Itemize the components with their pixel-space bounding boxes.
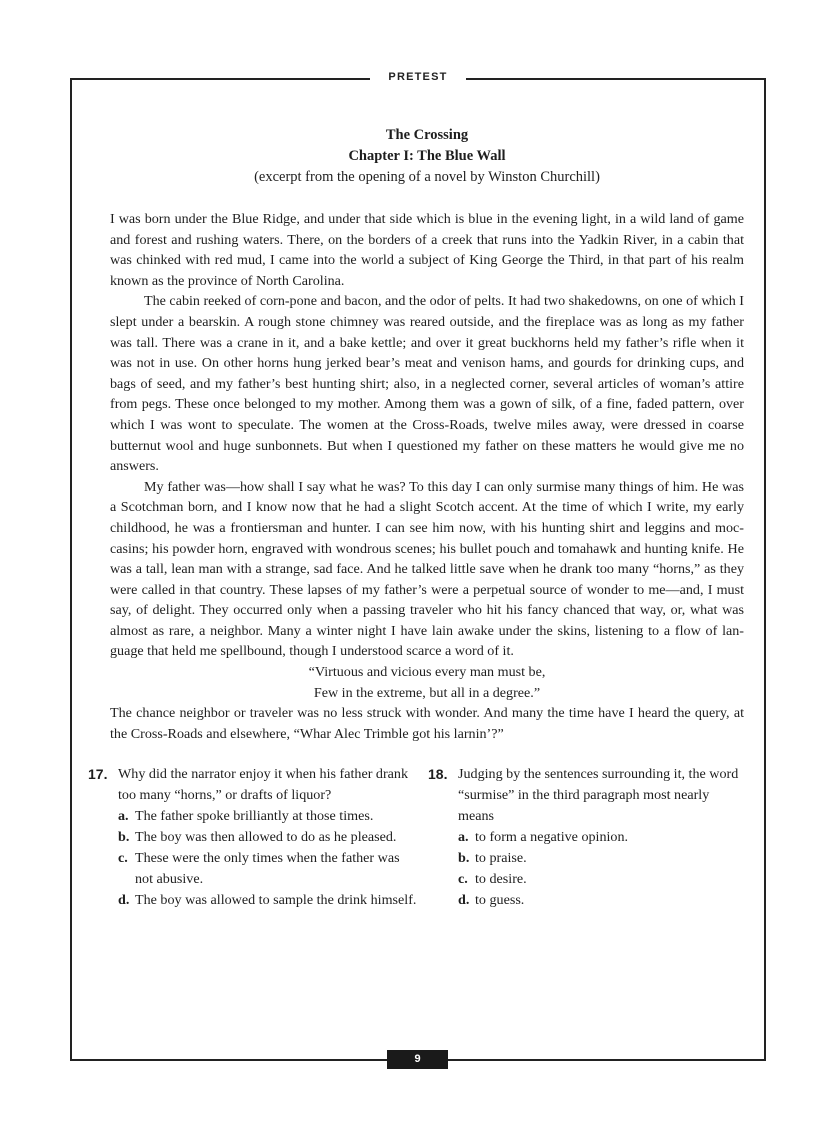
passage-body: [110, 209, 744, 744]
choice-text: to praise.: [475, 850, 527, 866]
passage-title: The Crossing: [385, 127, 469, 143]
choice-text: to guess.: [475, 892, 525, 908]
choice-text: The boy was allowed to sample the drink himself.: [135, 892, 417, 908]
question-text: Judging by the sentences surrounding it, the word “surmise” in the third paragraph most nearly means: [458, 766, 739, 824]
answer-choice-a[interactable]: [428, 827, 748, 848]
choice-text: to form a negative opinion.: [475, 829, 629, 845]
question-17: [88, 764, 418, 911]
passage-subtitle: (excerpt from the opening of a novel by Winston Churchill): [254, 169, 600, 185]
question-text: Why did the narrator enjoy it when his father drank too many “horns,” or drafts of liquor?: [118, 766, 409, 803]
answer-choice-b[interactable]: [88, 827, 418, 848]
section-label: PRETEST: [388, 71, 448, 83]
answer-choice-c[interactable]: [428, 869, 748, 890]
choice-text: The father spoke brilliantly at those times.: [135, 808, 374, 824]
verse-line-1: “Virtuous and vicious every man must be,: [308, 664, 546, 681]
choice-letter: c.: [458, 871, 468, 887]
question-stem: [88, 764, 418, 806]
verse-line-2: Few in the extreme, but all in a degree.”: [313, 684, 541, 701]
choice-letter: a.: [118, 808, 129, 824]
question-number: 17.: [88, 766, 108, 782]
answer-choice-b[interactable]: [428, 848, 748, 869]
choice-letter: d.: [118, 892, 130, 908]
page-number: 9: [387, 1050, 448, 1069]
header-rule-right: [466, 78, 766, 80]
choice-letter: a.: [458, 829, 469, 845]
passage-heading: [110, 125, 744, 188]
question-stem: [428, 764, 748, 827]
choice-letter: b.: [458, 850, 470, 866]
answer-choice-d[interactable]: [88, 890, 418, 911]
answer-choice-a[interactable]: [88, 806, 418, 827]
header-rule-left: [70, 78, 370, 80]
closing-paragraph: The chance neighbor or traveler was no less struck with wonder. And many the time have I heard the query, at the Cross-Roads and elsewhere, “Whar Alec Trimble got his larnin’?”: [110, 705, 744, 742]
choice-letter: d.: [458, 892, 470, 908]
paragraph-3: My father was—how shall I say what he was? To this day I can only surmise many things of him. He was a Scotchman born, and I know now that he had a slight Scotch accent. At the time of which I write, my early childhood, he was a frontiersman and hunter. I can see him now, with his hunting shirt and leggins and moccasins; his powder horn, engraved with wondrous scenes; his bullet pouch and tomahawk and hunting knife. He was a tall, lean man with a strange, sad face. And he talked little save when he drank too many “horns,” as they were called in that country. These lapses of my father’s were a perpetual source of wonder to me—and, I must say, of delight. They occurred only when a passing traveler who hit his fancy chanced that way, or, what was almost as rare, a neighbor. Many a winter night I have lain awake under the skins, listening to a flow of language that held me spellbound, though I understood scarce a word of it.: [110, 478, 744, 660]
choice-text: The boy was then allowed to do as he pleased.: [135, 829, 397, 845]
footer-rule-right: [448, 1059, 766, 1061]
chapter-title: Chapter I: The Blue Wall: [348, 148, 506, 164]
paragraph-1: I was born under the Blue Ridge, and under that side which is blue in the evening light, in a wild land of game and forest and rushing waters. There, on the borders of a creek that runs into the Yadkin River, in a cabin that was chinked with red mud, I came into the world a subject of King George the Third, in that part of his realm known as the province of North Carolina.: [110, 211, 744, 289]
choice-text: These were the only times when the father was not abusive.: [135, 850, 400, 887]
answer-choice-c[interactable]: [88, 848, 418, 890]
footer-rule-left: [70, 1059, 387, 1061]
question-number: 18.: [428, 766, 448, 782]
answer-choice-d[interactable]: [428, 890, 748, 911]
choice-text: to desire.: [475, 871, 527, 887]
choice-letter: b.: [118, 829, 130, 845]
choice-letter: c.: [118, 850, 128, 866]
question-18: [428, 764, 748, 911]
paragraph-2: The cabin reeked of corn-pone and bacon, and the odor of pelts. It had two shakedowns, on one of which I slept under a bearskin. A rough stone chimney was reared outside, and the fireplace was as long as my father was tall. There was a crane in it, and a bake kettle; and over it great buckhorns held my father’s rifle when it was not in use. On other horns hung jerked bear’s meat and venison hams, and gourds for drinking cups, and bags of seed, and my father’s best hunting shirt; also, in a neglected corner, several articles of woman’s attire from pegs. These once belonged to my mother. Among them was a gown of silk, of a fine, faded pattern, over which I was wont to speculate. The women at the Cross-Roads, twelve miles away, were dressed in coarse butternut wool and huge sunbonnets. But when I questioned my father on these matters he would give me no answers.: [110, 293, 744, 475]
